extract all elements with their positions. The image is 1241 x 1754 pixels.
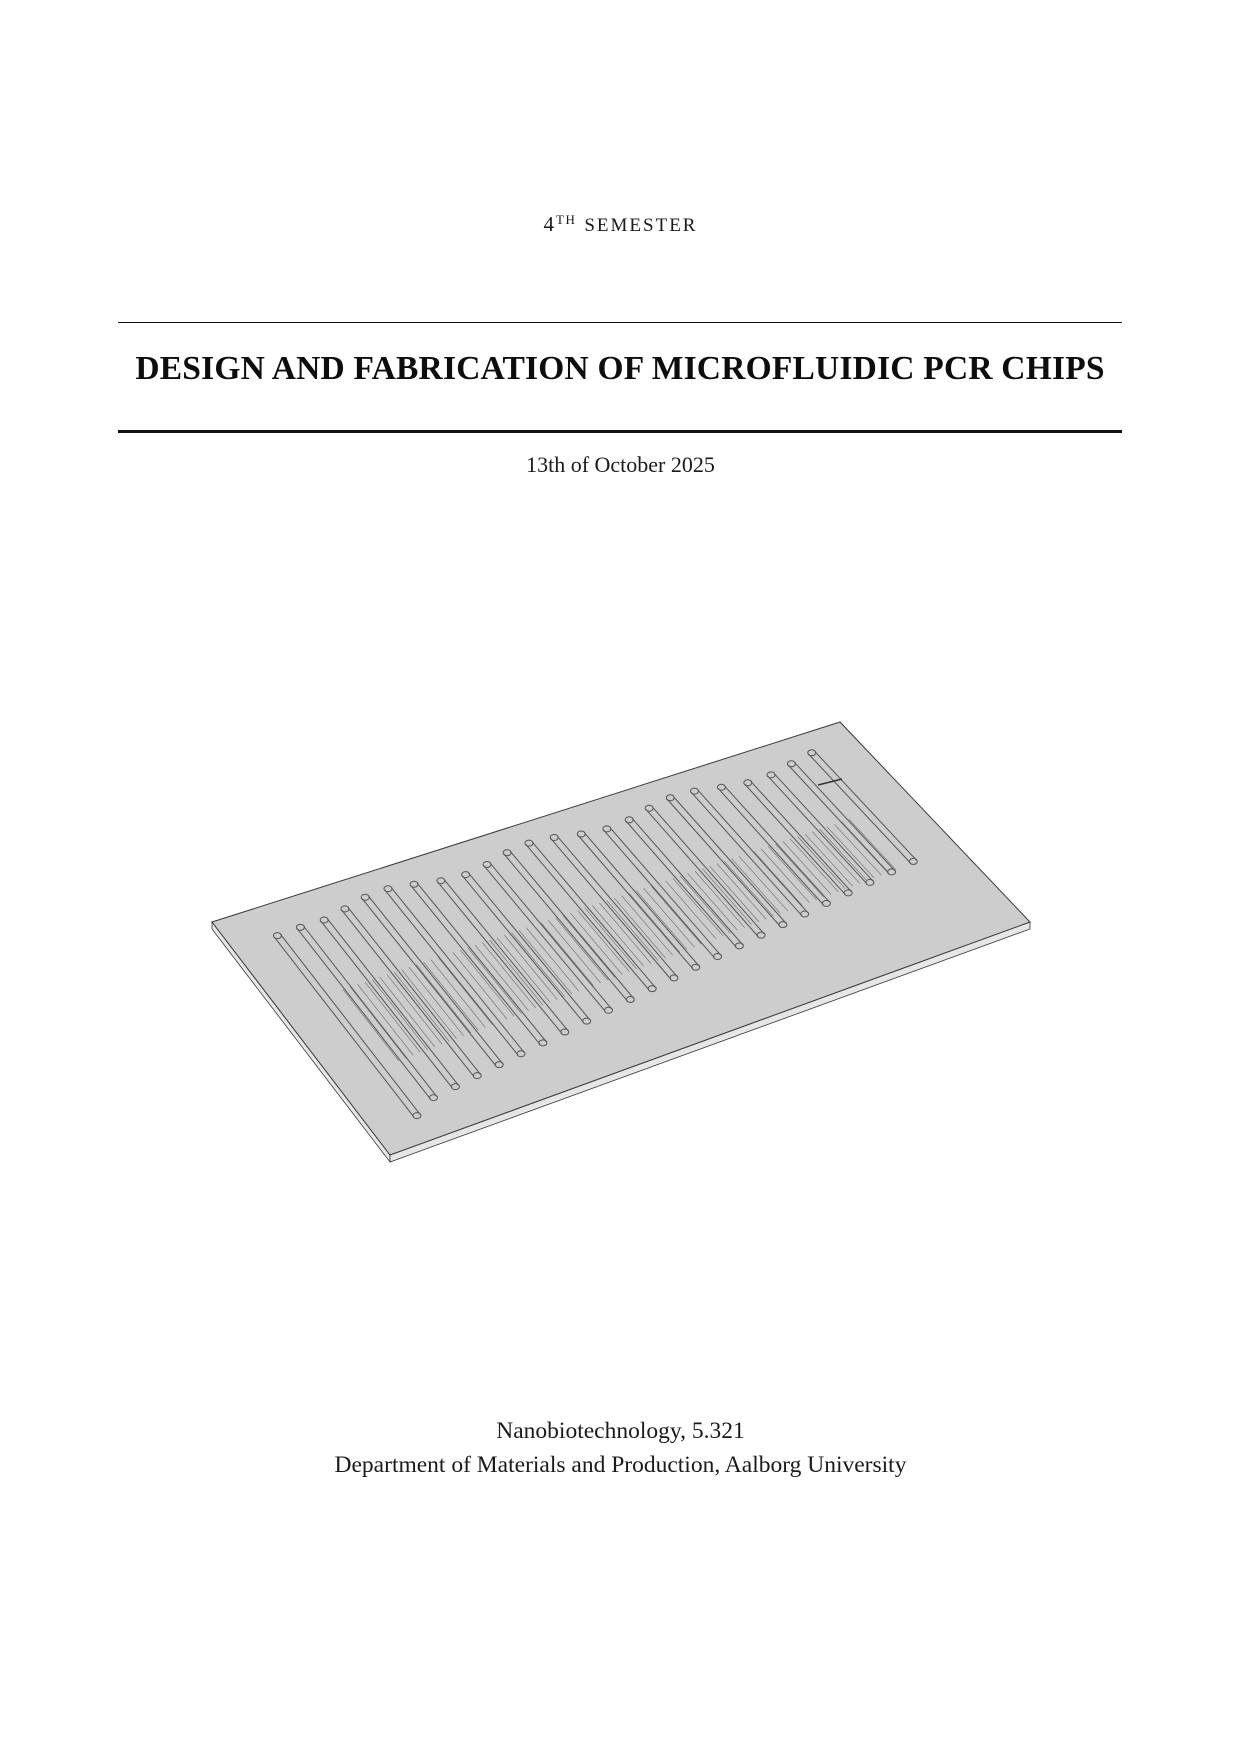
semester-label	[0, 212, 1241, 237]
semester-suffix: TH	[556, 212, 577, 227]
course-line: Nanobiotechnology, 5.321	[496, 1418, 745, 1444]
document-date: 13th of October 2025	[526, 452, 715, 477]
chip-figure	[0, 700, 1241, 1200]
semester-number: 4	[543, 212, 557, 236]
semester-word: SEMESTER	[584, 215, 698, 236]
department-line: Department of Materials and Production, Aalborg University	[334, 1452, 907, 1478]
title-rule-top	[118, 322, 1122, 323]
title-rule-bottom	[118, 430, 1122, 433]
document-title: DESIGN AND FABRICATION OF MICROFLUIDIC PCR CHIPS	[135, 350, 1105, 387]
affiliation-block	[0, 1414, 1241, 1482]
microfluidic-chip-image	[0, 700, 1241, 1200]
